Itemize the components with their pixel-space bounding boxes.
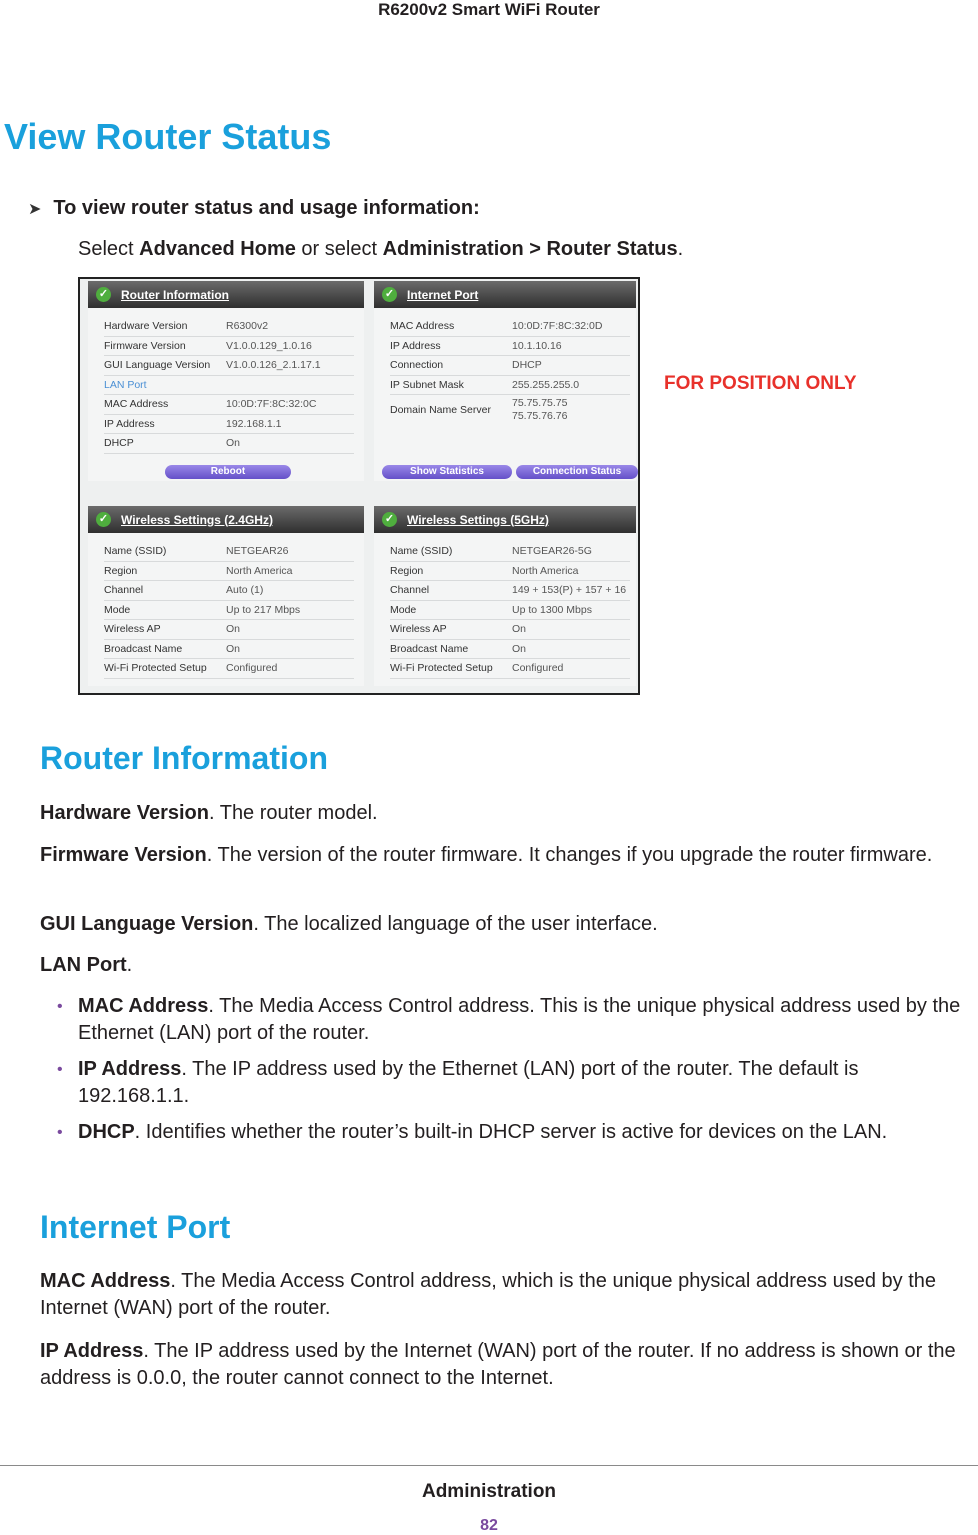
table-row [390,640,630,660]
bullet-icon: • [57,1124,63,1141]
row-value: NETGEAR26 [226,545,289,558]
row-value: North America [226,564,293,577]
dns-secondary: 75.75.76.76 [512,410,568,422]
term: IP Address [78,1058,182,1080]
internet-port-panel [374,281,636,481]
table-row [390,395,630,425]
table-row [390,620,630,640]
row-key: Region [104,564,138,577]
row-key: IP Address [390,339,441,352]
definition: . The Media Access Control address, which is the unique physical address used by the Internet (WAN) port of the router. [40,1270,936,1319]
wifi24-title[interactable]: Wireless Settings (2.4GHz) [121,512,273,527]
row-value: V1.0.0.126_2.1.17.1 [226,359,321,372]
table-row [104,317,354,337]
row-key: Wireless AP [390,623,447,636]
page-number: 82 [480,1517,498,1534]
table-row [104,376,354,396]
step-mid: or select [295,238,383,260]
running-header: R6200v2 Smart WiFi Router [378,0,600,19]
row-value [512,397,630,423]
row-value: On [226,642,241,655]
ip-address-para [40,1338,972,1392]
definition: . The version of the router firmware. It changes if you upgrade the router firmware. [206,844,933,866]
hw-version-para [40,800,972,827]
check-icon: ✓ [382,287,397,302]
wifi24-header [88,506,364,533]
bullet-icon: • [57,998,63,1015]
row-key: Name (SSID) [390,545,453,558]
footer-divider [0,1465,978,1466]
mac-address-para [40,1268,972,1322]
router-status-screenshot [78,277,640,695]
row-key: Wi-Fi Protected Setup [104,662,207,675]
check-icon: ✓ [382,512,397,527]
row-key: Wi-Fi Protected Setup [390,662,493,675]
internet-port-header [374,281,636,308]
table-row [104,337,354,357]
term: MAC Address [78,995,209,1017]
table-row [390,542,630,562]
term: MAC Address [40,1270,171,1292]
table-row [104,620,354,640]
dns-primary: 75.75.75.75 [512,397,568,409]
row-value: Up to 1300 Mbps [512,603,592,616]
row-key: Connection [390,359,444,372]
row-key: Channel [390,584,430,597]
lan-port-link[interactable]: LAN Port [104,378,147,391]
step-advanced-home: Advanced Home [139,238,296,260]
definition: . The IP address used by the Internet (WAN) port of the router. If no address is shown or the address is 0.0.0, the router cannot connect to the Internet. [40,1340,956,1389]
page-title: View Router Status [4,116,332,157]
list-item [57,1119,974,1146]
router-info-title[interactable]: Router Information [121,287,229,302]
router-info-table [104,317,354,454]
row-value: DHCP [512,359,542,372]
row-value: V1.0.0.129_1.0.16 [226,339,312,352]
table-row [104,601,354,621]
footer-title: Administration [421,1481,557,1502]
row-key: Mode [104,603,131,616]
arrow-icon: ➤ [28,201,42,218]
term: Hardware Version [40,802,209,824]
wifi5-title[interactable]: Wireless Settings (5GHz) [407,512,549,527]
table-row [390,581,630,601]
row-key: Firmware Version [104,339,186,352]
wifi24-table [104,542,354,679]
internet-port-table [390,317,630,425]
lan-port-para [40,952,972,979]
row-value: 255.255.255.0 [512,378,580,391]
row-key: IP Address [104,417,155,430]
table-row [390,601,630,621]
row-key: MAC Address [104,398,169,411]
definition: . The Media Access Control address. This is the unique physical address used by the Ethernet (LAN) port of the router. [78,995,961,1044]
show-statistics-button[interactable]: Show Statistics [382,465,512,479]
table-row [104,395,354,415]
row-value: Configured [226,662,278,675]
row-value: 192.168.1.1 [226,417,282,430]
wifi5-table [390,542,630,679]
wifi5-panel [374,506,636,686]
row-value: On [512,623,527,636]
router-info-panel [88,281,364,481]
table-row [104,356,354,376]
table-row [104,542,354,562]
row-value: 10.1.10.16 [512,339,562,352]
row-value: NETGEAR26-5G [512,545,592,558]
row-value: Configured [512,662,564,675]
table-row [390,356,630,376]
table-row [390,337,630,357]
step-pre: Select [78,238,140,260]
term: GUI Language Version [40,913,254,935]
table-row [390,317,630,337]
row-key: Channel [104,584,144,597]
row-key: GUI Language Version [104,359,211,372]
table-row [104,581,354,601]
row-value: On [226,437,241,450]
row-key: Broadcast Name [104,642,183,655]
definition: . The localized language of the user interface. [253,913,658,935]
fpo-label: FOR POSITION ONLY [664,373,857,394]
table-row [390,659,630,679]
table-row [104,434,354,454]
list-item [57,993,974,1047]
row-key: Wireless AP [104,623,161,636]
row-key: Domain Name Server [390,404,491,416]
step-text [78,238,683,261]
term: IP Address [40,1340,144,1362]
connection-status-button[interactable]: Connection Status [516,465,638,479]
row-key: Broadcast Name [390,642,469,655]
row-value: Auto (1) [226,584,264,597]
table-row [104,415,354,435]
row-value: On [226,623,241,636]
table-row [390,562,630,582]
step-post: . [677,238,684,260]
definition: . The router model. [208,802,378,824]
router-info-header [88,281,364,308]
table-row [390,376,630,396]
row-value: North America [512,564,579,577]
check-icon: ✓ [96,512,111,527]
step-router-status: Administration > Router Status [382,238,678,260]
table-row [104,562,354,582]
row-value: R6300v2 [226,320,269,333]
row-value: 10:0D:7F:8C:32:0C [226,398,317,411]
row-key: Name (SSID) [104,545,167,558]
internet-port-title[interactable]: Internet Port [407,287,479,302]
check-icon: ✓ [96,287,111,302]
row-key: Hardware Version [104,320,188,333]
internet-port-heading: Internet Port [40,1209,231,1245]
definition: . The IP address used by the Ethernet (LAN) port of the router. The default is 192.168.1.1. [78,1058,859,1107]
task-text: To view router status and usage information: [53,197,480,219]
table-row [104,659,354,679]
wifi24-panel [88,506,364,686]
term: Firmware Version [40,844,207,866]
row-key: MAC Address [390,320,455,333]
row-key: Region [390,564,424,577]
row-value: 10:0D:7F:8C:32:0D [512,320,603,333]
router-information-heading: Router Information [40,740,328,776]
table-row [104,640,354,660]
wifi5-header [374,506,636,533]
reboot-button[interactable]: Reboot [165,465,291,479]
term: DHCP [78,1121,135,1143]
row-key: Mode [390,603,417,616]
term: LAN Port [40,954,127,976]
fw-version-para [40,842,972,869]
definition: . Identifies whether the router’s built-in DHCP server is active for devices on the LAN. [134,1121,888,1143]
row-value: Up to 217 Mbps [226,603,301,616]
definition: . [126,954,133,976]
row-value: On [512,642,527,655]
bullet-icon: • [57,1061,63,1078]
row-value: 149 + 153(P) + 157 + 16 [512,584,627,597]
row-key: DHCP [104,437,134,450]
task-heading [28,197,480,220]
list-item [57,1056,974,1110]
gui-version-para [40,911,972,938]
row-key: IP Subnet Mask [390,378,464,391]
